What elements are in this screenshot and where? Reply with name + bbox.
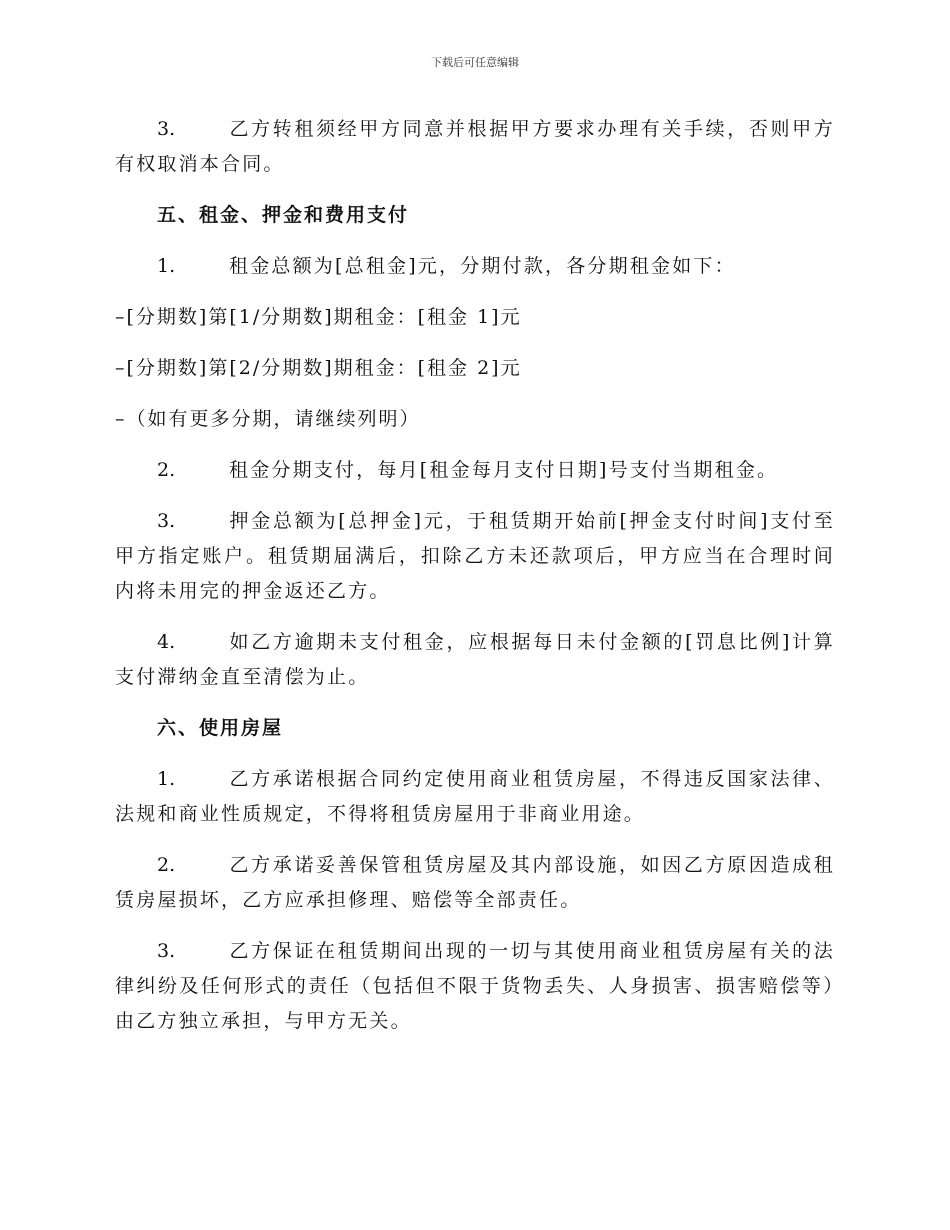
clause-text: 如乙方逾期未支付租金，应根据每日未付金额的[罚息比例]计算支付滞纳金直至清偿为止。 xyxy=(115,631,835,688)
section-heading-rent: 五、租金、押金和费用支付 xyxy=(157,204,410,226)
document-body xyxy=(115,112,835,1055)
installment-line-1: –[分期数]第[1/分期数]期租金：[租金 1]元 xyxy=(115,306,522,328)
section-heading-use: 六、使用房屋 xyxy=(157,717,284,739)
clause-number: 3. xyxy=(157,940,176,962)
clause-use-3 xyxy=(115,934,835,1039)
clause-text: 押金总额为[总押金]元，于租赁期开始前[押金支付时间]支付至甲方指定账户。租赁期届满后，扣除乙方未还款项后，甲方应当在合理时间内将未用完的押金返还乙方。 xyxy=(115,510,835,602)
clause-text: 乙方承诺妥善保管租赁房屋及其内部设施，如因乙方原因造成租赁房屋损坏，乙方应承担修理、赔偿等全部责任。 xyxy=(115,854,835,911)
clause-number: 2. xyxy=(157,854,176,876)
clause-text: 乙方保证在租赁期间出现的一切与其使用商业租赁房屋有关的法律纠纷及任何形式的责任（包括但不限于货物丢失、人身损害、损害赔偿等）由乙方独立承担，与甲方无关。 xyxy=(115,940,835,1032)
page-header: 下载后可任意编辑 xyxy=(431,56,519,69)
installment-line-2: –[分期数]第[2/分期数]期租金：[租金 2]元 xyxy=(115,357,522,379)
clause-number: 2. xyxy=(157,459,176,481)
clause-number: 4. xyxy=(157,631,176,653)
clause-number: 1. xyxy=(157,768,176,790)
clause-deposit xyxy=(115,504,835,609)
clause-text: 乙方承诺根据合同约定使用商业租赁房屋，不得违反国家法律、法规和商业性质规定，不得将租赁房屋用于非商业用途。 xyxy=(115,768,835,825)
clause-use-1 xyxy=(115,762,835,832)
installment-line-more: –（如有更多分期，请继续列明） xyxy=(115,408,421,430)
clause-text: 租金总额为[总租金]元，分期付款，各分期租金如下： xyxy=(229,255,736,277)
clause-number: 3. xyxy=(157,118,176,140)
clause-late-fee xyxy=(115,625,835,695)
clause-text: 乙方转租须经甲方同意并根据甲方要求办理有关手续，否则甲方有权取消本合同。 xyxy=(115,118,835,175)
clause-sublease xyxy=(115,112,835,182)
clause-number: 1. xyxy=(157,255,176,277)
clause-use-2 xyxy=(115,848,835,918)
clause-text: 租金分期支付，每月[租金每月支付日期]号支付当期租金。 xyxy=(229,459,779,481)
clause-rent-monthly xyxy=(115,453,835,488)
clause-number: 3. xyxy=(157,510,176,532)
clause-rent-total xyxy=(115,249,835,284)
